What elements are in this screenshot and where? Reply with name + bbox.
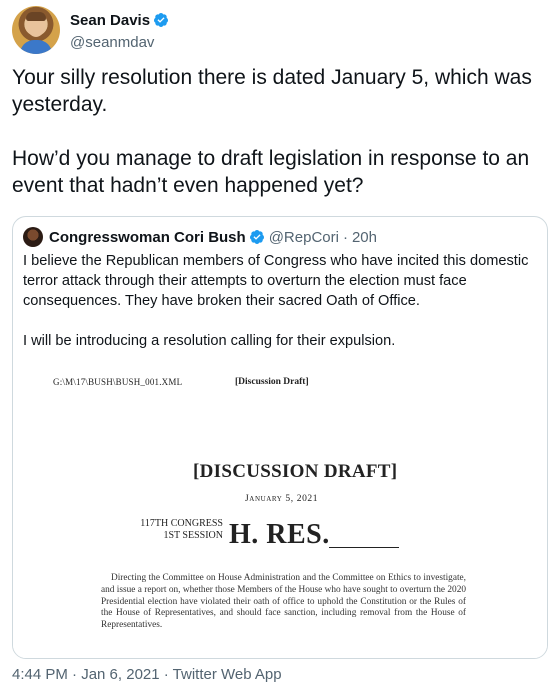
tweet-paragraph: Your silly resolution there is dated January 5, which was yesterday. bbox=[12, 66, 532, 116]
quoted-paragraph: I will be introducing a resolution calling for their expulsion. bbox=[23, 333, 396, 349]
quoted-author-handle[interactable]: @RepCori bbox=[268, 229, 339, 246]
document-date: January 5, 2021 bbox=[245, 494, 319, 504]
author-handle[interactable]: @seanmdav bbox=[70, 34, 155, 51]
document-bill-number-line bbox=[329, 547, 399, 548]
verified-badge-icon bbox=[153, 12, 169, 28]
document-body: Directing the Committee on House Administration and the Committee on Ethics to investigate, and issue a report on, whether those Members of the House who have sought to overturn the 2020 Presidential election have violated their oath of office to uphold the Constitution or the Rules of the House of Representatives, and should face sanction, including removal from the House of Representatives. bbox=[101, 573, 466, 631]
document-bill-type: H. RES. bbox=[229, 519, 330, 550]
quoted-time[interactable]: 20h bbox=[351, 229, 377, 246]
tweet-timestamp[interactable]: 4:44 PM · Jan 6, 2021 · Twitter Web App bbox=[12, 666, 282, 683]
author-name[interactable]: Sean Davis bbox=[70, 12, 151, 29]
document-tag: [Discussion Draft] bbox=[235, 377, 309, 387]
author-avatar[interactable] bbox=[12, 6, 60, 54]
session-label: 1ST SESSION bbox=[163, 530, 223, 541]
quoted-author-avatar[interactable] bbox=[23, 227, 43, 247]
document-congress bbox=[113, 518, 223, 542]
verified-badge-icon bbox=[249, 229, 265, 245]
tweet-paragraph: How’d you manage to draft legislation in response to an event that hadn’t even happened yet? bbox=[12, 147, 530, 197]
quoted-tweet[interactable] bbox=[12, 216, 548, 659]
quoted-paragraph: I believe the Republican members of Congress who have incited this domestic terror attack through their attempts to overturn the election must face consequences. They have broken their sacred Oath of Office. bbox=[23, 253, 529, 309]
document-path: G:\M\17\BUSH\BUSH_001.XML bbox=[53, 377, 183, 387]
quoted-author-name[interactable]: Congresswoman Cori Bush bbox=[49, 229, 246, 246]
author-name-row[interactable] bbox=[70, 12, 169, 29]
tweet-text bbox=[12, 64, 552, 226]
quoted-tweet-header bbox=[23, 227, 377, 247]
tweet-header bbox=[12, 6, 548, 58]
congress-label: 117TH CONGRESS bbox=[140, 518, 223, 529]
document-title: [DISCUSSION DRAFT] bbox=[193, 461, 398, 482]
separator-dot: · bbox=[342, 229, 348, 246]
quoted-tweet-text bbox=[23, 251, 539, 371]
document-image[interactable] bbox=[13, 363, 548, 659]
